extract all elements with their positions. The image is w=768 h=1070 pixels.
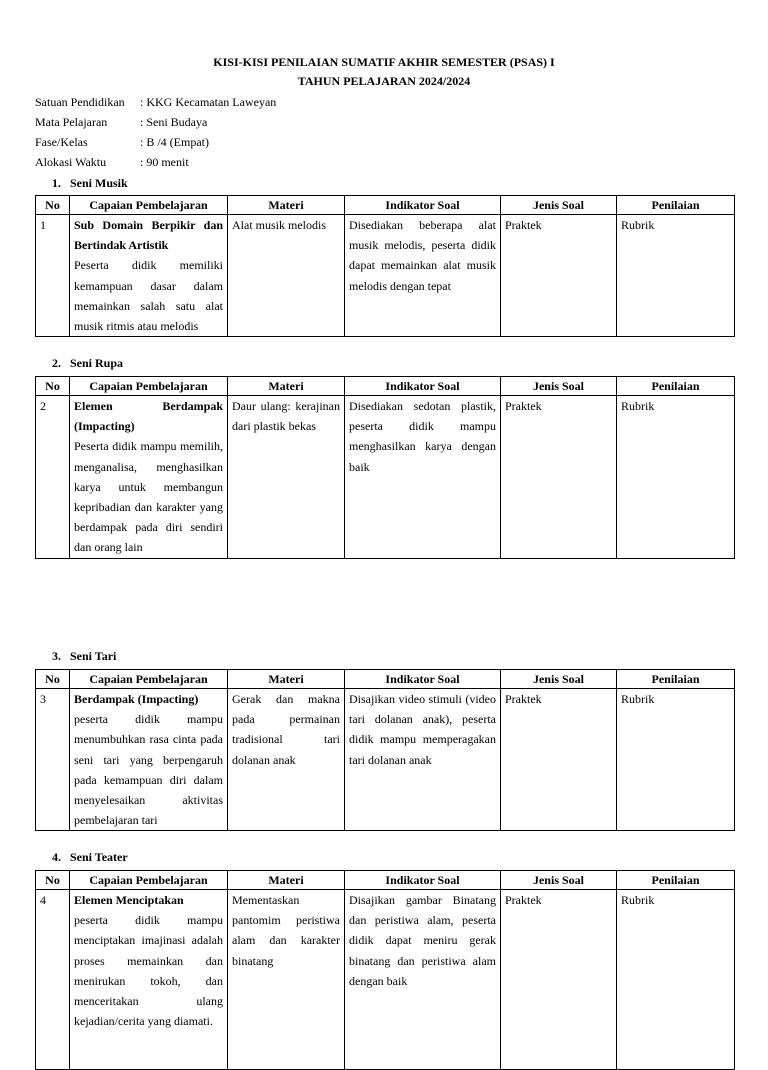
header-jenis: Jenis Soal	[501, 196, 617, 215]
header-indikator: Indikator Soal	[345, 871, 501, 890]
header-indikator: Indikator Soal	[345, 196, 501, 215]
section-number: 2.	[52, 356, 61, 370]
header-capaian: Capaian Pembelajaran	[70, 670, 228, 689]
document-title: KISI-KISI PENILAIAN SUMATIF AKHIR SEMESTER (PSAS) I	[213, 55, 555, 69]
cell-no: 1	[36, 215, 70, 337]
table-header-row	[36, 377, 735, 396]
cell-indikator: Disediakan beberapa alat musik melodis, peserta didik dapat memainkan alat musik melodis dengan tepat	[345, 215, 501, 337]
section-heading-seni-rupa	[52, 356, 123, 371]
header-penilaian: Penilaian	[617, 670, 735, 689]
header-jenis: Jenis Soal	[501, 670, 617, 689]
header-capaian: Capaian Pembelajaran	[70, 196, 228, 215]
cell-materi: Gerak dan makna pada permainan tradisional tari dolanan anak	[228, 689, 345, 831]
section-title: Seni Teater	[70, 850, 128, 864]
table-row	[36, 215, 735, 337]
table-row	[36, 890, 735, 1070]
section-heading-seni-teater	[52, 850, 128, 865]
cell-materi: Alat musik melodis	[228, 215, 345, 337]
section-title: Seni Musik	[70, 176, 128, 190]
cell-jenis: Praktek	[501, 689, 617, 831]
table-header-row	[36, 196, 735, 215]
table-row	[36, 689, 735, 831]
header-materi: Materi	[228, 196, 345, 215]
table-seni-musik	[35, 195, 735, 337]
meta-key: Mata Pelajaran	[35, 115, 108, 129]
cell-penilaian: Rubrik	[617, 215, 735, 337]
cell-no: 2	[36, 396, 70, 559]
header-jenis: Jenis Soal	[501, 871, 617, 890]
document-subtitle: TAHUN PELAJARAN 2024/2024	[297, 74, 471, 88]
header-capaian: Capaian Pembelajaran	[70, 377, 228, 396]
section-heading-seni-musik	[52, 176, 128, 191]
cell-capaian	[70, 689, 228, 831]
cp-body: peserta didik mampu menumbuhkan rasa cinta pada seni tari yang berpengaruh pada kemampuan diri dalam menyelesaikan aktivitas pembelajaran tari	[74, 712, 223, 828]
header-indikator: Indikator Soal	[345, 377, 501, 396]
section-heading-seni-tari	[52, 649, 116, 664]
table-header-row	[36, 670, 735, 689]
meta-satuan-pendidikan	[35, 95, 276, 110]
cp-body: Peserta didik memiliki kemampuan dasar dalam memainkan salah satu alat musik ritmis atau melodis	[74, 258, 223, 334]
cell-jenis: Praktek	[501, 396, 617, 559]
cell-materi: Mementaskan pantomim peristiwa alam dan karakter binatang	[228, 890, 345, 1070]
meta-value: : Seni Budaya	[140, 115, 208, 129]
header-penilaian: Penilaian	[617, 871, 735, 890]
meta-key: Satuan Pendidikan	[35, 95, 125, 109]
cp-title: Elemen Menciptakan	[74, 893, 184, 907]
cp-title: Sub Domain Berpikir dan Bertindak Artistik	[74, 218, 223, 253]
cp-title: Berdampak (Impacting)	[74, 692, 199, 706]
header-no: No	[36, 871, 70, 890]
cell-indikator: Disajikan gambar Binatang dan peristiwa alam, peserta didik dapat meniru gerak binatang dan peristiwa alam dengan baik	[345, 890, 501, 1070]
table-row	[36, 396, 735, 559]
header-penilaian: Penilaian	[617, 196, 735, 215]
header-materi: Materi	[228, 871, 345, 890]
cell-penilaian: Rubrik	[617, 890, 735, 1070]
section-number: 3.	[52, 649, 61, 663]
meta-key: Fase/Kelas	[35, 135, 88, 149]
header-no: No	[36, 377, 70, 396]
cell-jenis: Praktek	[501, 215, 617, 337]
meta-mata-pelajaran	[35, 115, 207, 130]
table-seni-rupa	[35, 376, 735, 559]
header-capaian: Capaian Pembelajaran	[70, 871, 228, 890]
table-seni-teater	[35, 870, 735, 1070]
cell-materi: Daur ulang: kerajinan dari plastik bekas	[228, 396, 345, 559]
table-seni-tari	[35, 669, 735, 831]
cell-capaian	[70, 215, 228, 337]
meta-value: : KKG Kecamatan Laweyan	[140, 95, 277, 109]
section-title: Seni Rupa	[70, 356, 124, 370]
header-materi: Materi	[228, 670, 345, 689]
cell-no: 4	[36, 890, 70, 1070]
cell-penilaian: Rubrik	[617, 396, 735, 559]
cell-capaian	[70, 890, 228, 1070]
cell-penilaian: Rubrik	[617, 689, 735, 831]
meta-fase-kelas	[35, 135, 209, 150]
meta-key: Alokasi Waktu	[35, 155, 107, 169]
meta-alokasi-waktu	[35, 155, 189, 170]
cp-body: peserta didik mampu menciptakan imajinasi adalah proses memainkan dan menirukan tokoh, dan menceritakan ulang kejadian/cerita yang diamati.	[74, 913, 223, 1029]
cell-capaian	[70, 396, 228, 559]
section-title: Seni Tari	[70, 649, 117, 663]
meta-value: : 90 menit	[140, 155, 189, 169]
cp-body: Peserta didik mampu memilih, menganalisa, menghasilkan karya untuk membangun kepribadian dan karakter yang berdampak pada diri sendiri dan orang lain	[74, 439, 223, 555]
header-indikator: Indikator Soal	[345, 670, 501, 689]
section-number: 4.	[52, 850, 61, 864]
table-header-row	[36, 871, 735, 890]
header-jenis: Jenis Soal	[501, 377, 617, 396]
cell-jenis: Praktek	[501, 890, 617, 1070]
meta-value: : B /4 (Empat)	[140, 135, 209, 149]
cell-no: 3	[36, 689, 70, 831]
cp-title: Elemen Berdampak (Impacting)	[74, 399, 223, 434]
cell-indikator: Disajikan video stimuli (video tari dolanan anak), peserta didik mampu memperagakan tari dolanan anak	[345, 689, 501, 831]
header-materi: Materi	[228, 377, 345, 396]
cell-indikator: Disediakan sedotan plastik, peserta didik mampu menghasilkan karya dengan baik	[345, 396, 501, 559]
header-penilaian: Penilaian	[617, 377, 735, 396]
header-no: No	[36, 196, 70, 215]
header-no: No	[36, 670, 70, 689]
section-number: 1.	[52, 176, 61, 190]
